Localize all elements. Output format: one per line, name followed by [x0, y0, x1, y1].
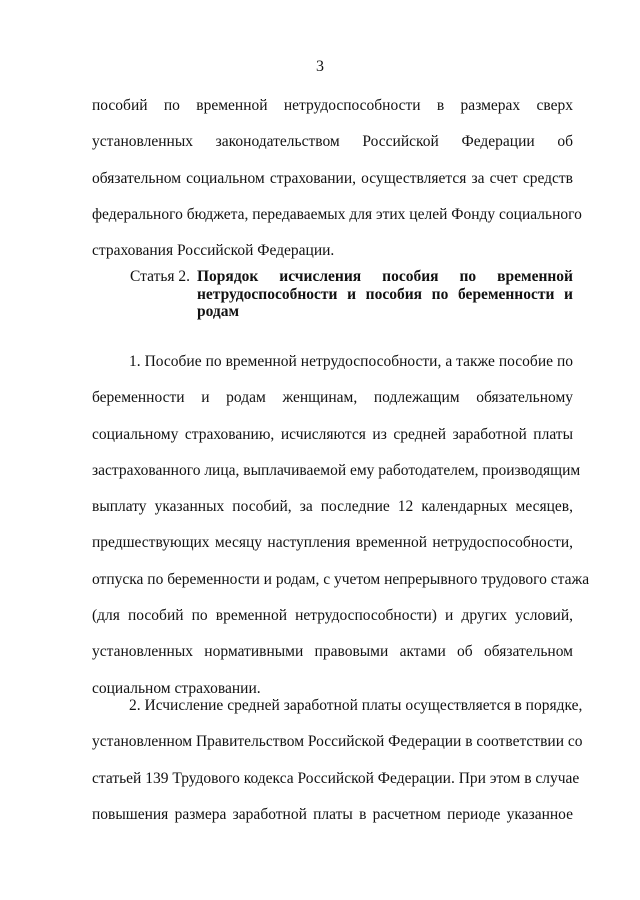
article-title	[197, 268, 573, 321]
article-title-line: нетрудоспособности и пособия по беременности и	[197, 285, 573, 303]
text-line: выплату указанных пособий, за последние 12 календарных месяцев,	[92, 498, 573, 516]
text-line: беременности и родам женщинам, подлежащим обязательному	[92, 389, 573, 407]
text-line: отпуска по беременности и родам, с учетом непрерывного трудового стажа	[92, 570, 590, 588]
paragraph-2	[92, 696, 583, 841]
text-line: страхования Российской Федерации.	[92, 242, 335, 260]
text-line: 2. Исчисление средней заработной платы осуществляется в порядке,	[129, 697, 583, 714]
text-line: установленных нормативными правовыми актами об обязательном	[92, 643, 573, 661]
text-line: предшествующих месяцу наступления временной нетрудоспособности,	[92, 534, 573, 552]
text-line: социальном страховании.	[92, 679, 261, 697]
intro-paragraph	[92, 96, 582, 277]
paragraph-1	[92, 352, 590, 715]
article-title-line: родам	[197, 303, 240, 320]
text-line: повышения размера заработной платы в расчетном периоде указанное	[92, 805, 573, 823]
text-line: федерального бюджета, передаваемых для этих целей Фонду социального	[92, 205, 582, 223]
text-line: застрахованного лица, выплачиваемой ему работодателем, производящим	[92, 461, 581, 479]
text-line: социальному страхованию, исчисляются из средней заработной платы	[92, 425, 573, 443]
article-label: Статья 2.	[130, 268, 191, 285]
text-line: обязательном социальном страховании, осуществляется за счет средств	[92, 169, 573, 187]
text-line: 1. Пособие по временной нетрудоспособности, а также пособие по	[129, 353, 573, 370]
text-line: (для пособий по временной нетрудоспособности) и других условий,	[92, 607, 573, 625]
text-line: пособий по временной нетрудоспособности в размерах сверх	[92, 97, 573, 114]
text-line: установленном Правительством Российской Федерации в соответствии со	[92, 733, 583, 751]
page-number: 3	[316, 58, 324, 75]
text-line: установленных законодательством Российской Федерации об	[92, 133, 573, 151]
article-title-line: Порядок исчисления пособия по временной	[197, 268, 573, 285]
text-line: статьей 139 Трудового кодекса Российской Федерации. При этом в случае	[92, 769, 580, 787]
